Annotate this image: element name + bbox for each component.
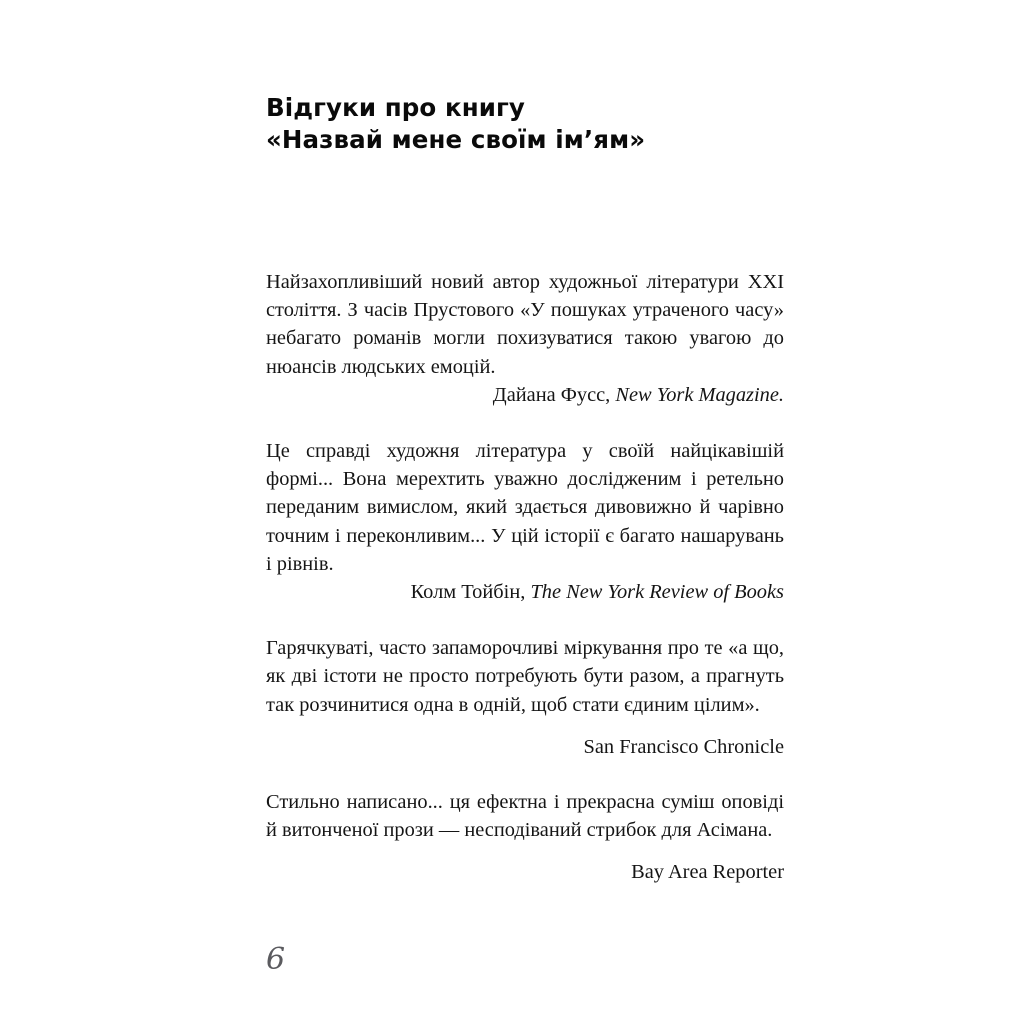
page-title-line-1: Відгуки про книгу	[266, 93, 525, 122]
page-title-line-2: «Назвай мене своїм ім’ям»	[266, 125, 646, 154]
quote-text: Стильно написано... ця ефектна і прекрасна суміш оповіді й витонченої прози — несподіваний стрибок для Асімана.	[266, 791, 784, 842]
quote-text: Це справді художня література у своїй найцікавішій формі... Вона мерехтить уважно дослідженим і ретельно переданим вимислом, який здається дивовижно й чарівно точним і переконливим... У цій історії є багато нашарувань і рівнів.	[266, 440, 784, 575]
page-title	[266, 92, 784, 156]
praise-quotes-list	[266, 268, 784, 887]
quote-block	[266, 268, 784, 409]
attribution-author: Колм Тойбін,	[410, 581, 531, 604]
attribution-source: New York Magazine.	[615, 383, 784, 406]
quote-block	[266, 788, 784, 887]
attribution-author: Дайана Фусс,	[492, 383, 616, 406]
quote-block	[266, 437, 784, 606]
quote-attribution	[266, 578, 784, 606]
attribution-source: San Francisco Chronicle	[583, 735, 784, 758]
quote-attribution	[266, 733, 784, 761]
attribution-source: The New York Review of Books	[530, 581, 784, 604]
quote-text: Найзахопливіший новий автор художньої літератури XXI століття. З часів Прустового «У пошуках утраченого часу» небагато романів могли похизуватися такою увагою до нюансів людських емоцій.	[266, 271, 784, 378]
quote-text: Гарячкуваті, часто запаморочливі міркування про те «а що, як дві істоти не просто потребують бути разом, а прагнуть так розчинитися одна в одній, щоб стати єдиним цілим».	[266, 637, 784, 716]
quote-attribution	[266, 381, 784, 409]
page-number: 6	[266, 942, 286, 977]
quote-block	[266, 634, 784, 761]
quote-attribution	[266, 858, 784, 886]
attribution-source: Bay Area Reporter	[631, 861, 784, 884]
